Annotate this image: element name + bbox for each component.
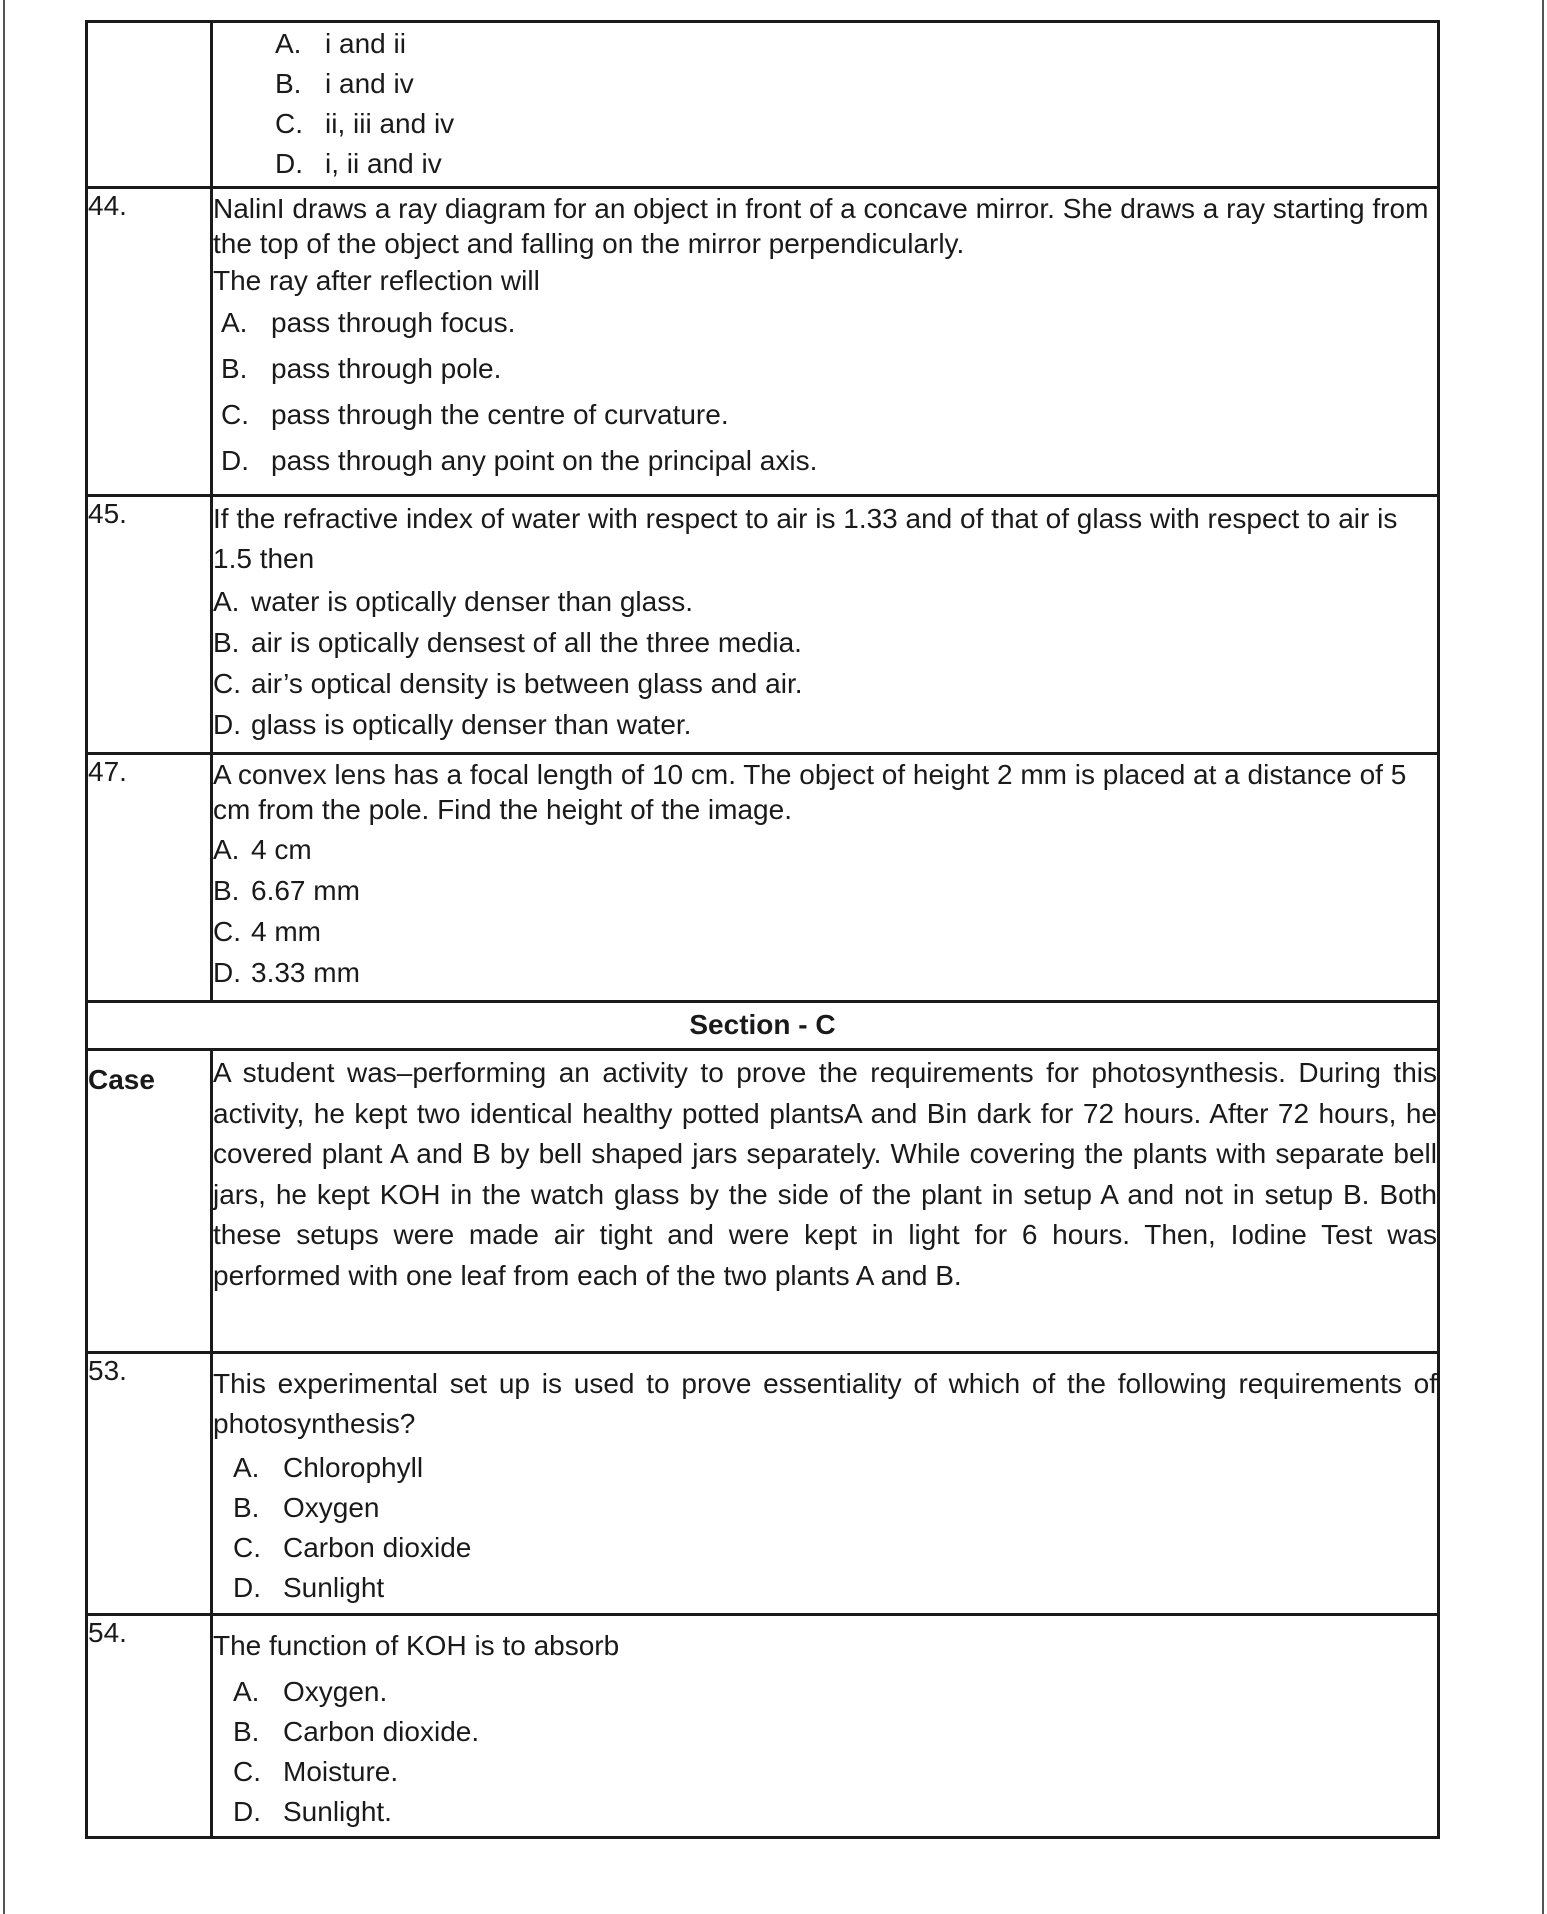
option-c: C. pass through the centre of curvature. <box>221 399 729 430</box>
table-row <box>87 1002 1439 1050</box>
option-c: C. 4 mm <box>213 916 321 947</box>
option-d: D. i, ii and iv <box>275 148 442 179</box>
question-text-2: The ray after reflection will <box>213 265 540 296</box>
option-b: B. air is optically densest of all the three media. <box>213 627 802 658</box>
question-text: If the refractive index of water with respect to air is 1.33 and of that of glass with respect to air is 1.5 then <box>213 503 1398 574</box>
question-table <box>85 20 1440 1839</box>
option-c: C. air’s optical density is between glass and air. <box>213 668 803 699</box>
case-text: A student was–performing an activity to prove the requirements for photosynthesis. During this activity, he kept two identical healthy potted plantsA and Bin dark for 72 hours. After 72 hours, he covered plant A and B by bell shaped jars separately. While covering the plants with separate bell jars, he kept KOH in the watch glass by the side of the plant in setup A and not in setup B. Both these setups were made air tight and were kept in light for 6 hours. Then, Iodine Test was performed with one leaf from each of the two plants A and B. <box>213 1057 1437 1291</box>
option-a: A. water is optically denser than glass. <box>213 586 693 617</box>
table-row <box>87 1353 1439 1615</box>
option-d: D. glass is optically denser than water. <box>213 709 692 740</box>
question-text: This experimental set up is used to prove essentiality of which of the following requirements of photosynthesis? <box>213 1368 1437 1439</box>
table-row <box>87 754 1439 1002</box>
question-body-cell <box>212 188 1439 496</box>
question-number: 47. <box>87 754 212 1002</box>
option-b: B. pass through pole. <box>221 353 502 384</box>
table-row <box>87 1615 1439 1838</box>
option-b: B. Carbon dioxide. <box>233 1716 480 1747</box>
option-c: C. ii, iii and iv <box>275 108 455 139</box>
option-d: D. pass through any point on the principal axis. <box>221 445 818 476</box>
option-c: C. Moisture. <box>233 1756 399 1787</box>
option-a: A. i and ii <box>275 28 406 59</box>
option-a: A. Oxygen. <box>233 1676 388 1707</box>
table-row <box>87 22 1439 188</box>
question-body-cell <box>212 1615 1439 1838</box>
question-text: A convex lens has a focal length of 10 cm. The object of height 2 mm is placed at a distance of 5 cm from the pole. Find the height of the image. <box>213 759 1407 825</box>
case-body-cell <box>212 1050 1439 1353</box>
question-number: 53. <box>87 1353 212 1615</box>
table-row <box>87 188 1439 496</box>
question-body-cell <box>212 496 1439 754</box>
table-row <box>87 1050 1439 1353</box>
page-border-right <box>1542 0 1544 1914</box>
option-a: A. Chlorophyll <box>233 1452 424 1483</box>
question-text: NalinI draws a ray diagram for an object in front of a concave mirror. She draws a ray starting from the top of the object and falling on the mirror perpendicularly. <box>213 193 1429 259</box>
option-d: D. Sunlight <box>233 1572 385 1603</box>
question-body-cell <box>212 1353 1439 1615</box>
question-body-cell <box>212 754 1439 1002</box>
page-border-left <box>3 0 5 1914</box>
section-heading: Section - C <box>87 1002 1439 1050</box>
question-number-cell <box>87 22 212 188</box>
option-d: D. Sunlight. <box>233 1796 392 1827</box>
option-b: B. Oxygen <box>233 1492 380 1523</box>
option-a: A. 4 cm <box>213 834 312 865</box>
question-text: The function of KOH is to absorb <box>213 1630 620 1661</box>
option-b: B. i and iv <box>275 68 414 99</box>
option-b: B. 6.67 mm <box>213 875 360 906</box>
option-c: C. Carbon dioxide <box>233 1532 472 1563</box>
question-number: 44. <box>87 188 212 496</box>
question-number: 54. <box>87 1615 212 1838</box>
case-label: Case <box>87 1050 212 1353</box>
option-a: A. pass through focus. <box>221 307 516 338</box>
question-number: 45. <box>87 496 212 754</box>
option-d: D. 3.33 mm <box>213 957 360 988</box>
question-body-cell <box>212 22 1439 188</box>
table-row <box>87 496 1439 754</box>
